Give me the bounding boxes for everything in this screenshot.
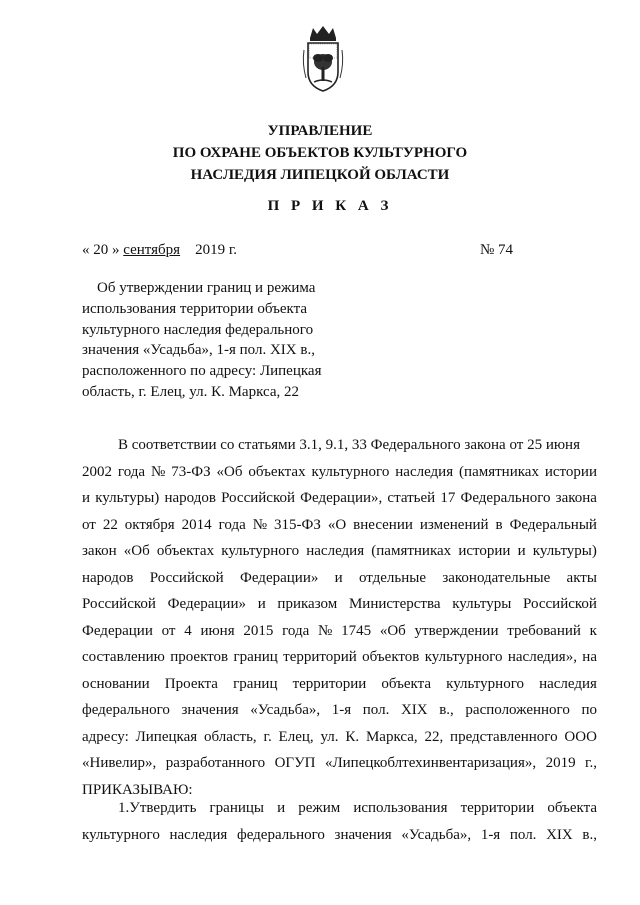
paragraph-line: ПРИКАЗЫВАЮ:	[82, 781, 193, 798]
paragraph-line: основании Проекта границ территории объекта культурного наследия	[82, 675, 597, 692]
paragraph-line: федерального значения «Усадьба», 1-я пол. XIX в., расположенного по	[82, 702, 597, 718]
order-subject	[82, 278, 352, 403]
subject-line: расположенного по адресу: Липецкая	[82, 363, 322, 380]
date-day: « 20 »	[82, 242, 120, 258]
paragraph-line: составлению проектов границ территорий объектов культурного наследия», на	[82, 649, 597, 665]
paragraph-line: и культуры) народов Российской Федерации», статьей 17 Федерального закона	[82, 490, 597, 506]
document-type: П Р И К А З	[267, 198, 393, 214]
paragraph-line: закон «Об объектах культурного наследия (памятниках истории и культуры)	[82, 543, 597, 559]
paragraph-line: В соответствии со статьями 3.1, 9.1, 33 Федерального закона от 25 июня	[118, 437, 580, 453]
preamble-paragraph	[82, 432, 597, 803]
org-line: УПРАВЛЕНИЕ	[267, 123, 373, 139]
date-year: 2019 г.	[195, 242, 238, 258]
paragraph-line: Российской Федерации» и приказом Министерства культуры Российской	[82, 596, 597, 612]
order-date	[82, 240, 237, 260]
paragraph-line: от 22 октября 2014 года № 315-ФЗ «О внесении изменений в Федеральный	[82, 516, 597, 533]
paragraph-line: 2002 года № 73-ФЗ «Об объектах культурного наследия (памятниках истории	[82, 463, 597, 480]
subject-line: значения «Усадьба», 1-я пол. XIX в.,	[82, 342, 315, 359]
order-item-paragraph	[82, 795, 597, 848]
paragraph-line: культурного наследия федерального значения «Усадьба», 1-я пол. XIX в.,	[82, 826, 597, 843]
order-number: № 74	[480, 242, 514, 258]
subject-line: использования территории объекта	[82, 300, 307, 317]
org-line: НАСЛЕДИЯ ЛИПЕЦКОЙ ОБЛАСТИ	[190, 167, 450, 183]
paragraph-line: Федерации от 4 июня 2015 года № 1745 «Об утверждении требований к	[82, 622, 597, 639]
paragraph-line: адресу: Липецкая область, г. Елец, ул. К. Маркса, 22, представленного ООО	[82, 728, 597, 745]
date-month: сентября	[123, 242, 181, 258]
org-line: ПО ОХРАНЕ ОБЪЕКТОВ КУЛЬТУРНОГО	[172, 145, 468, 161]
paragraph-line: народов Российской Федерации» и отдельные законодательные акты	[82, 569, 597, 586]
subject-line: область, г. Елец, ул. К. Маркса, 22	[82, 383, 299, 400]
subject-line: Об утверждении границ и режима	[97, 280, 316, 296]
paragraph-line: 1.Утвердить границы и режим использования территории объекта	[118, 800, 597, 816]
lipetsk-coat-of-arms-icon	[300, 24, 346, 94]
subject-line: культурного наследия федерального	[82, 321, 314, 338]
organization-name	[0, 120, 640, 186]
paragraph-line: «Нивелир», разработанного ОГУП «Липецкоблтехинвентаризация», 2019 г.,	[82, 755, 597, 771]
